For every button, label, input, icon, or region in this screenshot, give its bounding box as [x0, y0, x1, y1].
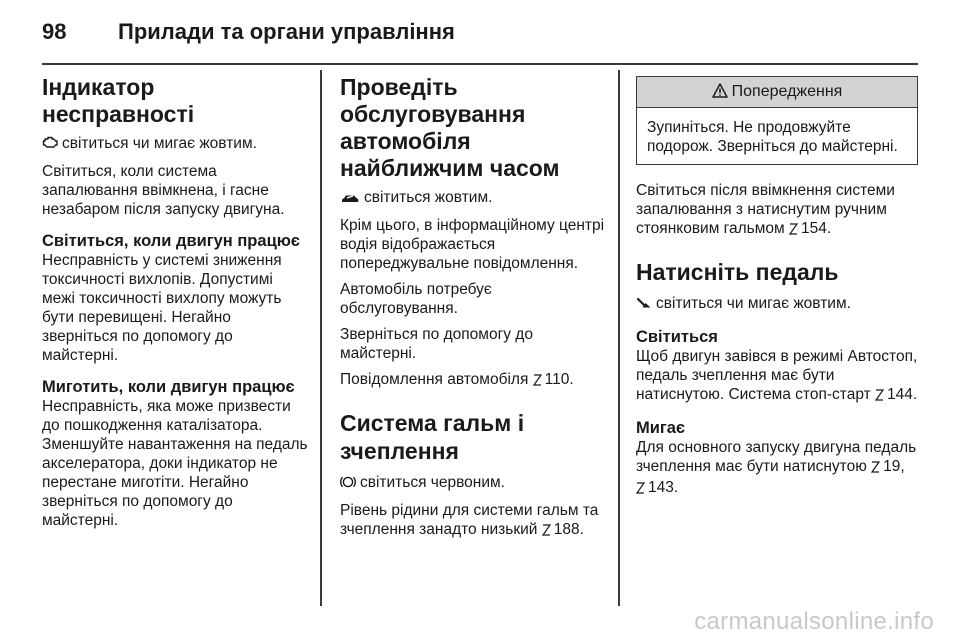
warning-title: Попередження	[731, 83, 843, 100]
paragraph: Автомобіль потребує обслуговування.	[340, 281, 492, 317]
page-reference-icon	[871, 459, 880, 478]
paragraph: Повідомлення автомобіля 110.	[340, 370, 612, 391]
paragraph: Крім цього, в інформаційному центрі водія відображається попереджувальне повідомлення.	[340, 217, 605, 272]
subheading-blinks: Мигає	[636, 419, 686, 437]
paragraph: Для основного запуску двигуна педаль зчеплення має бути натиснутою 19, 143.	[636, 438, 918, 499]
subheading-lit: Світиться	[636, 328, 718, 346]
clutch-pedal-icon	[636, 296, 652, 315]
paragraph: Щоб двигун завівся в режимі Автостоп, педаль зчеплення має бути натиснутою. Система стоп-старт 144.	[636, 347, 918, 406]
paragraph: світиться чи мигає жовтим.	[636, 294, 918, 315]
heading-press-pedal: Натисніть педаль	[636, 259, 839, 285]
paragraph: Рівень рідини для системи гальм та зчеплення занадто низький 188.	[340, 501, 612, 541]
page-reference-icon	[789, 221, 798, 240]
page-reference[interactable]: 144.	[887, 386, 918, 403]
paragraph: Світиться, коли система запалювання ввімкнена, і гасне незабаром після запуску двигуна.	[42, 163, 285, 218]
subheading-blinks-engine-running: Миготить, коли двигун працює	[42, 378, 295, 396]
wrench-car-icon	[340, 190, 360, 209]
column-divider	[618, 70, 620, 606]
header-rule	[42, 63, 918, 65]
paragraph: світиться жовтим.	[340, 188, 612, 209]
page-reference[interactable]: 143.	[648, 479, 679, 496]
page-reference-icon	[636, 480, 645, 499]
warning-triangle-icon	[712, 79, 728, 109]
page-reference[interactable]: 110.	[544, 371, 574, 388]
page-header	[42, 14, 455, 50]
page-reference-icon	[533, 372, 542, 391]
column-middle	[340, 70, 612, 548]
paragraph: Світиться після ввімкнення системи запалювання з натиснутим ручним стоянковим гальмом 154.	[636, 181, 918, 240]
brake-warning-icon	[340, 475, 356, 494]
subheading-lit-engine-running: Світиться, коли двигун працює	[42, 232, 300, 250]
column-left	[42, 70, 308, 537]
paragraph: Несправність, яка може призвести до пошкодження каталізатора. Зменшуйте навантаження на педаль акселератора, доки індикатор не перестане миготіти. Негайно зверніться по допомогу до майстерні.	[42, 398, 308, 529]
watermark: carmanualsonline.info	[694, 608, 934, 635]
warning-box	[636, 76, 918, 165]
column-divider	[320, 70, 322, 606]
paragraph: Несправність у системі зниження токсичності вихлопів. Допустимі межі токсичності вихлопу можуть бути перевищені. Негайно зверніться по допомогу до майстерні.	[42, 252, 282, 364]
page-reference[interactable]: 154.	[800, 220, 832, 237]
paragraph: Зверніться по допомогу до майстерні.	[340, 326, 533, 362]
page-reference[interactable]: 188.	[553, 521, 584, 538]
page-reference-icon	[875, 387, 884, 406]
paragraph: світиться червоним.	[340, 473, 612, 494]
heading-malfunction-indicator: Індикатор несправності	[42, 74, 195, 127]
warning-text: Зупиніться. Не продовжуйте подорож. Зверніться до майстерні.	[647, 119, 898, 155]
heading-brake-clutch-system: Система гальм і зчеплення	[340, 410, 525, 464]
page-number: 98	[42, 19, 67, 44]
warning-body	[637, 108, 917, 164]
page-title: Прилади та органи управління	[118, 19, 455, 44]
check-engine-icon	[42, 136, 58, 155]
warning-header	[637, 77, 917, 108]
heading-service-vehicle: Проведіть обслуговування автомобіля найближчим часом	[340, 74, 560, 181]
page-reference[interactable]: 19,	[883, 458, 905, 475]
column-right	[636, 70, 918, 506]
paragraph: світиться чи мигає жовтим.	[42, 134, 308, 155]
page-reference-icon	[542, 522, 551, 541]
